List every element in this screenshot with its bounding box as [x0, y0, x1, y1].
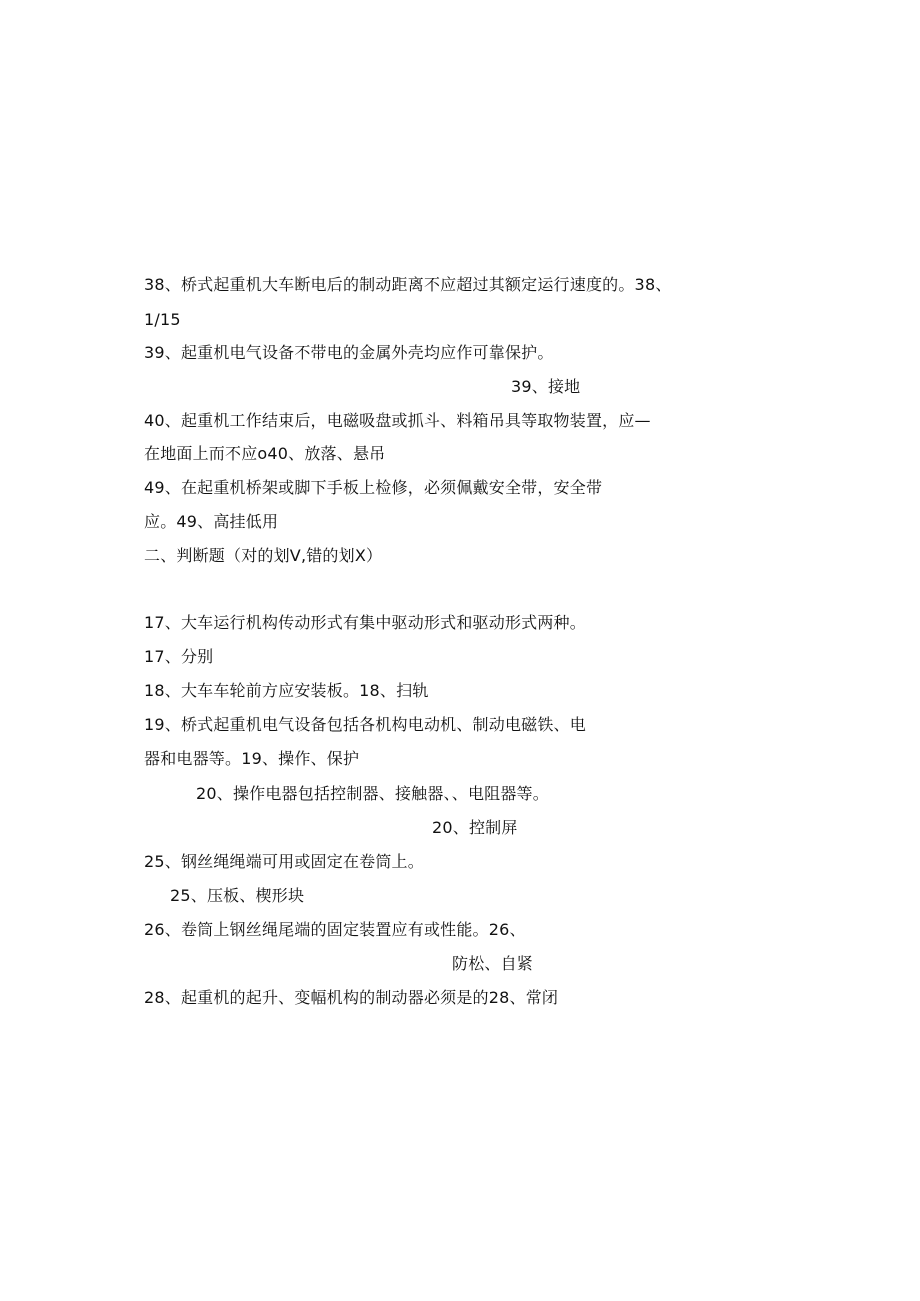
answer-26-text: 防松、自紧 [452, 954, 534, 973]
question-19-text: 19、桥式起重机电气设备包括各机构电动机、制动电磁铁、电 [144, 715, 586, 734]
question-49-continuation: 应。49、高挂低用 [144, 512, 279, 531]
question-38-text: 38、桥式起重机大车断电后的制动距离不应超过其额定运行速度的。38、 [144, 275, 672, 294]
question-28-text: 28、起重机的起升、变幅机构的制动器必须是的28、常闭 [144, 988, 559, 1007]
question-39-text: 39、起重机电气设备不带电的金属外壳均应作可靠保护。 [144, 343, 554, 362]
question-17-text: 17、大车运行机构传动形式有集中驱动形式和驱动形式两种。 [144, 613, 586, 632]
section-heading: 二、判断题（对的划V,错的划X） [144, 546, 383, 565]
question-25-text: 25、钢丝绳绳端可用或固定在卷筒上。 [144, 852, 424, 871]
answer-39-text: 39、接地 [511, 377, 581, 396]
question-20-text: 20、操作电器包括控制器、接触器、、电阻器等。 [196, 784, 549, 803]
question-18-text: 18、大车车轮前方应安装板。18、扫轨 [144, 681, 429, 700]
answer-20-text: 20、控制屏 [432, 818, 518, 837]
question-49-text: 49、在起重机桥架或脚下手板上检修，必须佩戴安全带，安全带 [144, 478, 603, 497]
question-26-text: 26、卷筒上钢丝绳尾端的固定装置应有或性能。26、 [144, 920, 526, 939]
question-40-text: 40、起重机工作结束后，电磁吸盘或抓斗、料箱吊具等取物装置，应— [144, 411, 651, 430]
question-19-continuation: 器和电器等。19、操作、保护 [144, 749, 360, 768]
question-40-continuation: 在地面上而不应o40、放落、悬吊 [144, 444, 386, 463]
answer-17-text: 17、分别 [144, 647, 214, 666]
answer-38-text: 1/15 [144, 310, 181, 329]
answer-25-text: 25、压板、楔形块 [170, 886, 305, 905]
